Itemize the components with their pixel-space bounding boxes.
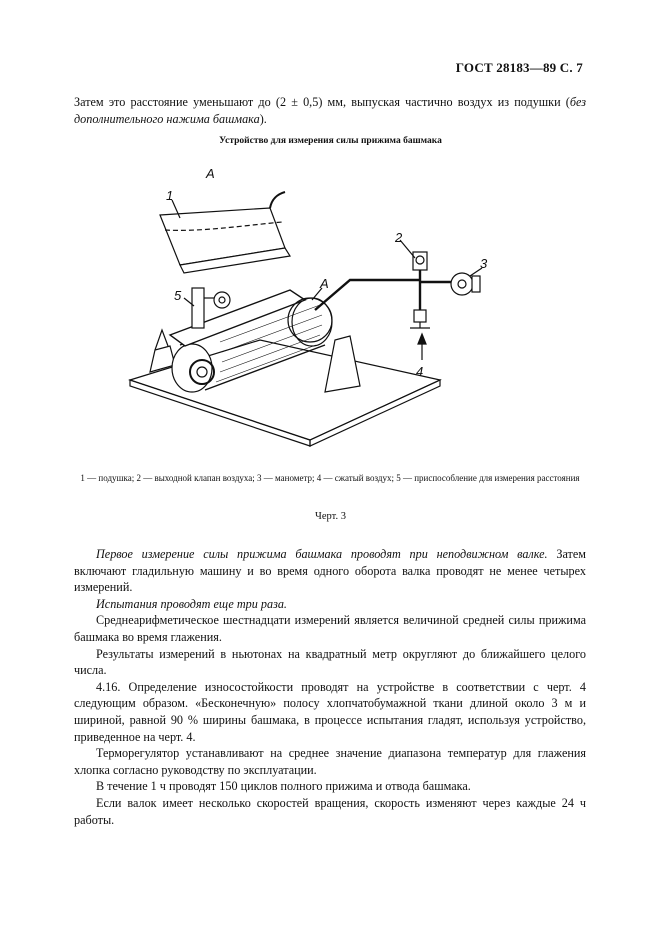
valve-2 xyxy=(413,252,427,270)
paragraph-1 xyxy=(74,546,586,596)
figure-caption: 1 — подушка; 2 — выходной клапан воздуха; 3 — манометр; 4 — сжатый воздух; 5 — приспособление для измерения расстояния xyxy=(80,473,580,483)
paragraph-8: Если валок имеет несколько скоростей вращения, скорость изменяют через каждые 24 ч работы. xyxy=(74,795,586,827)
label-2: 2 xyxy=(395,230,403,245)
figure-number: Черт. 3 xyxy=(315,511,346,522)
label-5: 5 xyxy=(174,288,182,303)
p1-rest: Затем включают гладильную машину и во время одного оборота валка проводят не менее четырех измерений. xyxy=(74,547,586,595)
p1-italic: Первое измерение силы прижима башмака проводят при неподвижном валке. xyxy=(96,547,548,561)
intro-paragraph xyxy=(74,94,586,128)
paragraph-7: В течение 1 ч проводят 150 циклов полного прижима и отвода башмака. xyxy=(96,779,471,794)
paragraph-2 xyxy=(74,596,586,613)
left-support xyxy=(150,346,175,372)
right-support xyxy=(325,336,360,392)
p2-italic: Испытания проводят еще три раза. xyxy=(96,596,287,611)
body-text xyxy=(74,546,586,828)
intro-text: Затем это расстояние уменьшают до (2 ± 0,5) мм, выпуская частично воздух из подушки ( xyxy=(74,95,570,109)
paragraph-4: Результаты измерений в ньютонах на квадратный метр округляют до ближайшего целого числа. xyxy=(74,646,586,678)
roller-end xyxy=(172,344,212,392)
page-header: ГОСТ 28183—89 С. 7 xyxy=(455,60,583,75)
paragraph-6: Терморегулятор устанавливают на среднее значение диапазона температур для глажения хлопка согласно руководству по эксплуатации. xyxy=(74,746,586,777)
ironing-device-drawing xyxy=(110,160,510,460)
figure-title: Устройство для измерения силы прижима башмака xyxy=(219,136,442,146)
label-a-circle: A xyxy=(320,276,329,291)
paragraph-5: 4.16. Определение износостойкости проводят на устройстве в соответствии с черт. 4 следующим образом. «Бесконечную» полосу хлопчатобумажной ткани длиной около 3 м и шириной, равной 90 % ширины башмака, в процессе испытания гладят, используя устройство, приведенное на черт. 4. xyxy=(74,679,586,744)
label-a-top: A xyxy=(206,166,215,181)
air-pipe xyxy=(315,280,420,310)
label-1: 1 xyxy=(166,188,174,203)
label-4: 4 xyxy=(416,364,424,379)
intro-italic: без дополнительного нажима башмака xyxy=(74,95,586,126)
paragraph-3: Среднеарифметическое шестнадцати измерений является величиной средней силы прижима башмака во время глажения. xyxy=(74,613,586,644)
device-illustration xyxy=(110,160,510,460)
measuring-device-5 xyxy=(192,288,204,328)
intro-end: ). xyxy=(259,112,267,126)
manometer-3 xyxy=(451,273,473,295)
label-3: 3 xyxy=(480,256,488,271)
